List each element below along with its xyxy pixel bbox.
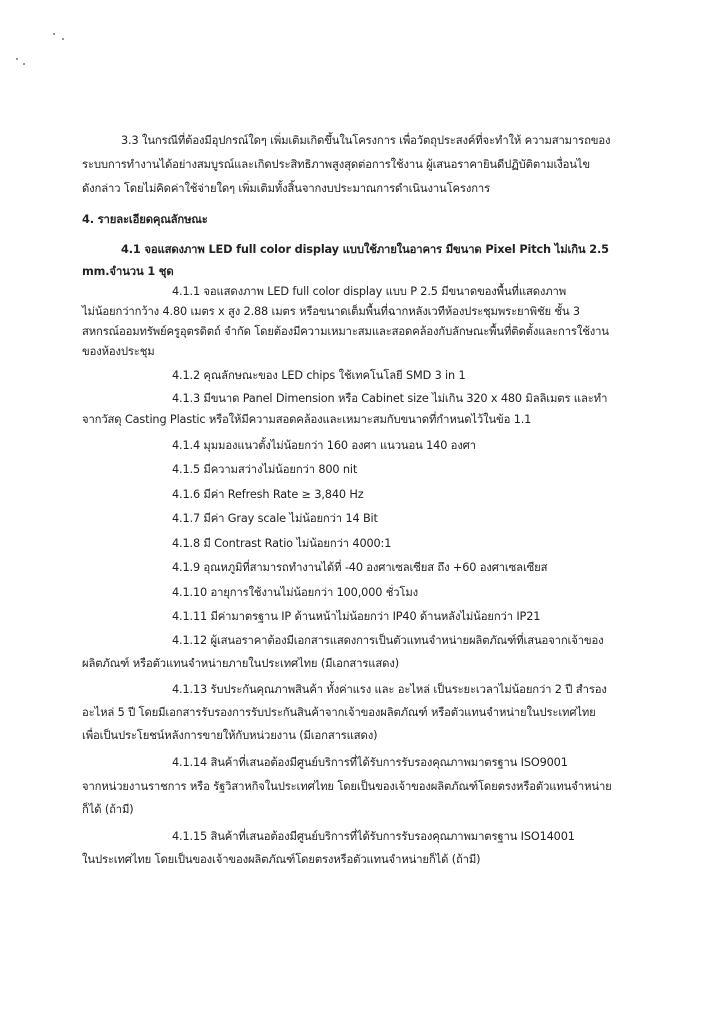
- section-4-heading: 4. รายละเอียดคุณลักษณะ: [82, 213, 208, 226]
- item-4-1-9: 4.1.9 อุณหภูมิที่สามารถทำงานได้ที่ -40 องศาเซลเซียส ถึง +60 องศาเซลเซียส: [172, 561, 548, 574]
- item-4-1-1-line-4: ของห้องประชุม: [82, 345, 155, 358]
- item-4-1-4: 4.1.4 มุมมองแนวตั้งไม่น้อยกว่า 160 องศา แนวนอน 140 องศา: [172, 439, 476, 452]
- item-4-1-2: 4.1.2 คุณลักษณะของ LED chips ใช้เทคโนโลยี SMD 3 in 1: [172, 369, 466, 382]
- item-4-1-10: 4.1.10 อายุการใช้งานไม่น้อยกว่า 100,000 ชั่วโมง: [172, 586, 419, 599]
- speck: [62, 38, 64, 40]
- item-4-1-14-line-3: ก็ได้ (ถ้ามี): [82, 803, 134, 816]
- item-4-1-1-line-3: สหกรณ์ออมทรัพย์ครูอุตรดิตถ์ จำกัด โดยต้องมีความเหมาะสมและสอดคล้องกับลักษณะพื้นที่ติดตั้งและการใช้งาน: [82, 325, 609, 338]
- section-4-1-heading-line-1: 4.1 จอแสดงภาพ LED full color display แบบใช้ภายในอาคาร มีขนาด Pixel Pitch ไม่เกิน 2.5: [121, 243, 609, 256]
- item-4-1-7: 4.1.7 มีค่า Gray scale ไม่น้อยกว่า 14 Bit: [172, 512, 378, 525]
- section-4-1-heading-line-2: mm.จำนวน 1 ชุด: [82, 265, 174, 278]
- item-4-1-3-line-1: 4.1.3 มีขนาด Panel Dimension หรือ Cabinet size ไม่เกิน 320 x 480 มิลลิเมตร และทำ: [172, 392, 608, 405]
- item-4-1-11: 4.1.11 มีค่ามาตรฐาน IP ด้านหน้าไม่น้อยกว่า IP40 ด้านหลังไม่น้อยกว่า IP21: [172, 610, 541, 623]
- speck: [16, 58, 18, 60]
- item-4-1-12-line-2: ผลิตภัณฑ์ หรือตัวแทนจำหน่ายภายในประเทศไทย (มีเอกสารแสดง): [82, 657, 399, 670]
- speck: [53, 33, 55, 35]
- item-4-1-5: 4.1.5 มีความสว่างไม่น้อยกว่า 800 nit: [172, 463, 358, 476]
- item-4-1-13-line-2: อะไหล่ 5 ปี โดยมีเอกสารรับรองการรับประกันสินค้าจากเจ้าของผลิตภัณฑ์ หรือตัวแทนจำหน่ายในประเทศไทย: [82, 706, 596, 719]
- item-4-1-1-line-1: 4.1.1 จอแสดงภาพ LED full color display แบบ P 2.5 มีขนาดของพื้นที่แสดงภาพ: [172, 285, 567, 298]
- scan-specks: [36, 30, 76, 70]
- item-4-1-12-line-1: 4.1.12 ผู้เสนอราคาต้องมีเอกสารแสดงการเป็นตัวแทนจำหน่ายผลิตภัณฑ์ที่เสนอจากเจ้าของ: [172, 634, 604, 647]
- item-4-1-8: 4.1.8 มี Contrast Ratio ไม่น้อยกว่า 4000:1: [172, 537, 392, 550]
- item-4-1-14-line-2: จากหน่วยงานราชการ หรือ รัฐวิสาหกิจในประเทศไทย โดยเป็นของเจ้าของผลิตภัณฑ์โดยตรงหรือตัวแทนจำหน่าย: [82, 780, 612, 793]
- item-4-1-3-line-2: จากวัสดุ Casting Plastic หรือให้มีความสอดคล้องและเหมาะสมกับขนาดที่กำหนดไว้ในข้อ 1.1: [82, 413, 532, 426]
- item-4-1-13-line-3: เพื่อเป็นประโยชน์หลังการขายให้กับหน่วยงาน (มีเอกสารแสดง): [82, 729, 378, 742]
- section-3-3-line-3: ดังกล่าว โดยไม่คิดค่าใช้จ่ายใดๆ เพิ่มเติมทั้งสิ้นจากงบประมาณการดำเนินงานโครงการ: [82, 182, 490, 195]
- section-3-3-line-1: 3.3 ในกรณีที่ต้องมีอุปกรณ์ใดๆ เพิ่มเติมเกิดขึ้นในโครงการ เพื่อวัตถุประสงค์ที่จะทำให้ ความสามารถของ: [121, 134, 611, 147]
- section-3-3-line-2: ระบบการทำงานได้อย่างสมบูรณ์และเกิดประสิทธิภาพสูงสุดต่อการใช้งาน ผู้เสนอราคายินดีปฏิบัติตามเงื่อนไข: [82, 158, 590, 171]
- item-4-1-15-line-2: ในประเทศไทย โดยเป็นของเจ้าของผลิตภัณฑ์โดยตรงหรือตัวแทนจำหน่ายก็ได้ (ถ้ามี): [82, 853, 481, 866]
- item-4-1-6: 4.1.6 มีค่า Refresh Rate ≥ 3,840 Hz: [172, 488, 364, 501]
- item-4-1-1-line-2: ไม่น้อยกว่ากว้าง 4.80 เมตร x สูง 2.88 เมตร หรือขนาดเต็มพื้นที่ฉากหลังเวทีห้องประชุมพระยาพิชัย ชั้น 3: [82, 305, 580, 318]
- item-4-1-13-line-1: 4.1.13 รับประกันคุณภาพสินค้า ทั้งค่าแรง และ อะไหล่ เป็นระยะเวลาไม่น้อยกว่า 2 ปี สำรอง: [172, 683, 607, 696]
- item-4-1-15-line-1: 4.1.15 สินค้าที่เสนอต้องมีศูนย์บริการที่ได้รับการรับรองคุณภาพมาตรฐาน ISO14001: [172, 830, 575, 843]
- item-4-1-14-line-1: 4.1.14 สินค้าที่เสนอต้องมีศูนย์บริการที่ได้รับการรับรองคุณภาพมาตรฐาน ISO9001: [172, 756, 568, 769]
- speck: [23, 63, 25, 65]
